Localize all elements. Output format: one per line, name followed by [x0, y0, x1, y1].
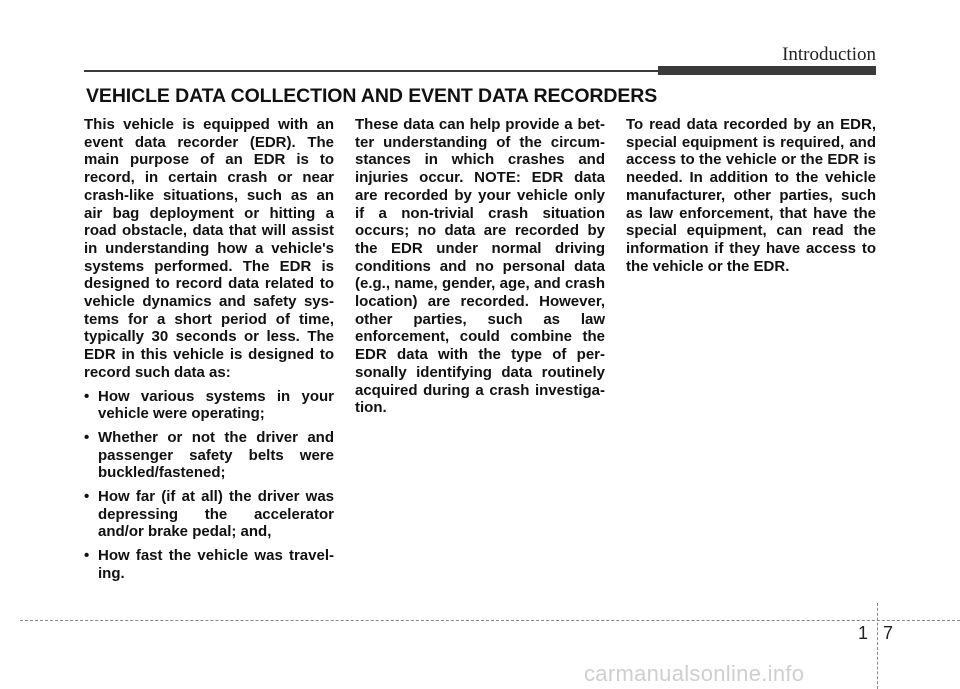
bullet-icon: • — [84, 428, 90, 446]
bullet-icon: • — [84, 387, 90, 405]
list-item — [84, 547, 334, 582]
list-item-text: Whether or not the driver and passenger safety belts were buckled/fastened; — [98, 428, 334, 482]
list-item — [84, 488, 334, 541]
list-item — [84, 388, 334, 423]
page-title: VEHICLE DATA COLLECTION AND EVENT DATA RECORDERS — [86, 85, 658, 107]
body-paragraph: To read data recorded by an EDR, special equipment is required, and access to the vehicle or the EDR is needed. In addition to the vehicle manufacturer, other parties, such as law enforcement, that have the special equipment, can read the information if they have access to the vehicle or the EDR. — [626, 116, 876, 275]
recorded-data-list — [84, 388, 334, 583]
list-item-text: How fast the vehicle was travel-ing. — [98, 547, 334, 582]
section-label: Introduction — [782, 44, 876, 65]
body-paragraph: These data can help provide a bet-ter understanding of the circum-stances in which crashes and injuries occur. NOTE: EDR data are recorded by your vehicle only if a non-trivial crash situation occurs; no data are recorded by the EDR under normal driving conditions and no personal data (e.g., name, gender, age, and crash location) are recorded. However, other parties, such as law enforcement, could combine the EDR data with the type of per-sonally identifying data routinely acquired during a crash investiga-tion. — [355, 116, 605, 417]
list-item-text: How far (if at all) the driver was depressing the accelerator and/or brake pedal; and, — [98, 488, 334, 541]
watermark: carmanualsonline.info — [584, 661, 805, 686]
list-item-text: How various systems in your vehicle were operating; — [98, 387, 334, 423]
header-rule-accent — [658, 66, 876, 75]
intro-paragraph: This vehicle is equipped with an event data recorder (EDR). The main purpose of an EDR is to record, in certain crash or near crash-like situations, such as an air bag deployment or hitting a road obstacle, data that will assist in understanding how a vehicle's systems performed. The EDR is designed to record data related to vehicle dynamics and safety sys-tems for a short period of time, typically 30 seconds or less. The EDR in this vehicle is designed to record such data as: — [84, 116, 334, 381]
chapter-number: 1 — [858, 623, 869, 643]
bullet-icon: • — [84, 488, 90, 506]
list-item — [84, 429, 334, 482]
bullet-icon: • — [84, 547, 90, 565]
footer-divider — [20, 620, 960, 621]
column-3 — [626, 116, 876, 281]
column-2 — [355, 116, 605, 423]
page-number: 7 — [883, 623, 894, 643]
column-1 — [84, 116, 334, 589]
page-number-divider — [877, 603, 878, 689]
header-rule — [84, 70, 664, 72]
